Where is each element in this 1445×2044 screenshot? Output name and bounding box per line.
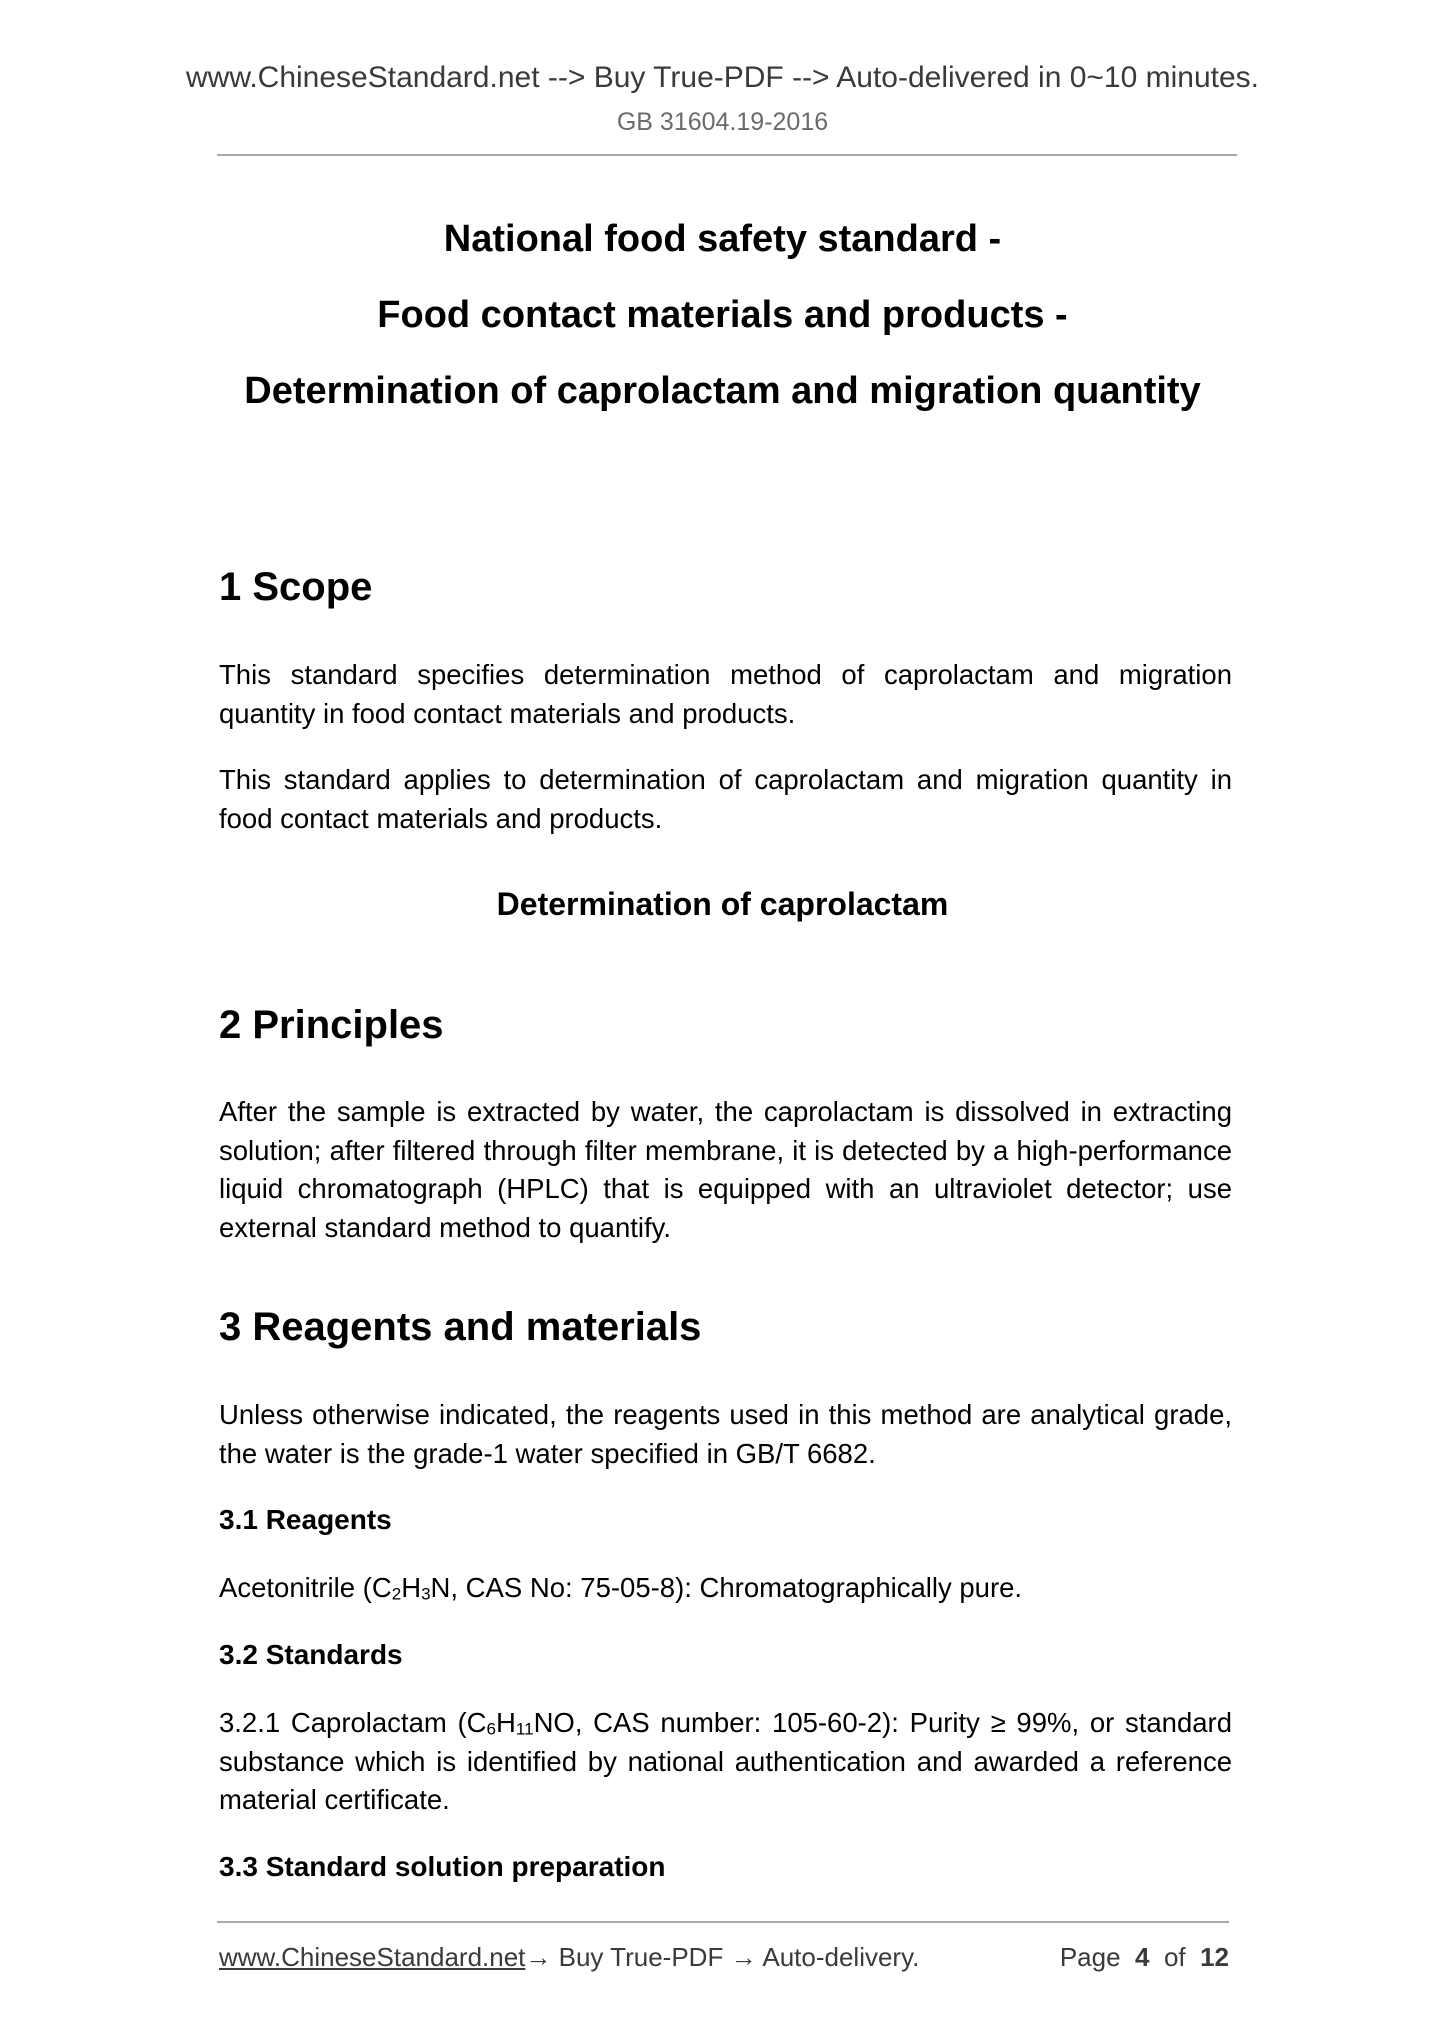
title-line-1: National food safety standard - <box>443 218 1002 260</box>
footer-left: www.ChineseStandard.net→ Buy True-PDF → Auto-delivery. <box>219 1942 920 1972</box>
scope-paragraph-2: This standard applies to determination of caprolactam and migration quantity in food contact materials and products. <box>219 764 1232 834</box>
arrow-right-icon: → <box>525 1942 552 1972</box>
acetonitrile-line: Acetonitrile ($C_2H_3N$, CAS No: 75-05-8): Chromatographically pure. <box>219 1572 1023 1604</box>
part-heading: Determination of caprolactam <box>496 886 949 922</box>
heading-scope: 1 Scope <box>219 565 373 609</box>
heading-reagents-materials: 3 Reagents and materials <box>219 1305 702 1349</box>
page-indicator: Page 4 of 12 <box>1059 1942 1229 1972</box>
footer-divider <box>217 1921 1229 1923</box>
header-banner: www.ChineseStandard.net --> Buy True-PDF --> Auto-delivered in 0~10 minutes. <box>185 61 1260 94</box>
title-line-3: Determination of caprolactam and migration quantity <box>244 370 1201 412</box>
heading-3-1-reagents: 3.1 Reagents <box>219 1504 392 1535</box>
heading-3-2-standards: 3.2 Standards <box>219 1639 403 1670</box>
footer-site-link[interactable]: www.ChineseStandard.net <box>219 1942 526 1972</box>
standard-code: GB 31604.19-2016 <box>616 108 829 136</box>
title-line-2: Food contact materials and products - <box>377 294 1068 336</box>
heading-principles: 2 Principles <box>219 1003 444 1047</box>
page-total: 12 <box>1200 1942 1229 1972</box>
page-footer <box>219 1940 1229 1974</box>
reagents-paragraph: Unless otherwise indicated, the reagents used in this method are analytical grade, the water is the grade-1 water specified in GB/T 6682. <box>219 1399 1232 1469</box>
header-divider <box>217 154 1237 156</box>
principles-paragraph: After the sample is extracted by water, the caprolactam is dissolved in extracting solution; after filtered through filter membrane, it is detected by a high-performance liquid chromatograph (HPLC) that is equipped with an ultraviolet detector; use external standard method to quantify. <box>219 1096 1232 1243</box>
page-current: 4 <box>1135 1942 1150 1972</box>
arrow-right-icon: → <box>730 1942 757 1972</box>
caprolactam-standard-paragraph: 3.2.1 Caprolactam ($C_6H_{11}NO$, CAS number: 105-60-2): Purity ≥ 99%, or standard substance which is identified by national authentication and awarded a reference material certificate. <box>219 1707 1233 1815</box>
heading-3-3-solution-prep: 3.3 Standard solution preparation <box>219 1851 666 1882</box>
scope-paragraph-1: This standard specifies determination method of caprolactam and migration quantity in food contact materials and products. <box>219 659 1232 729</box>
